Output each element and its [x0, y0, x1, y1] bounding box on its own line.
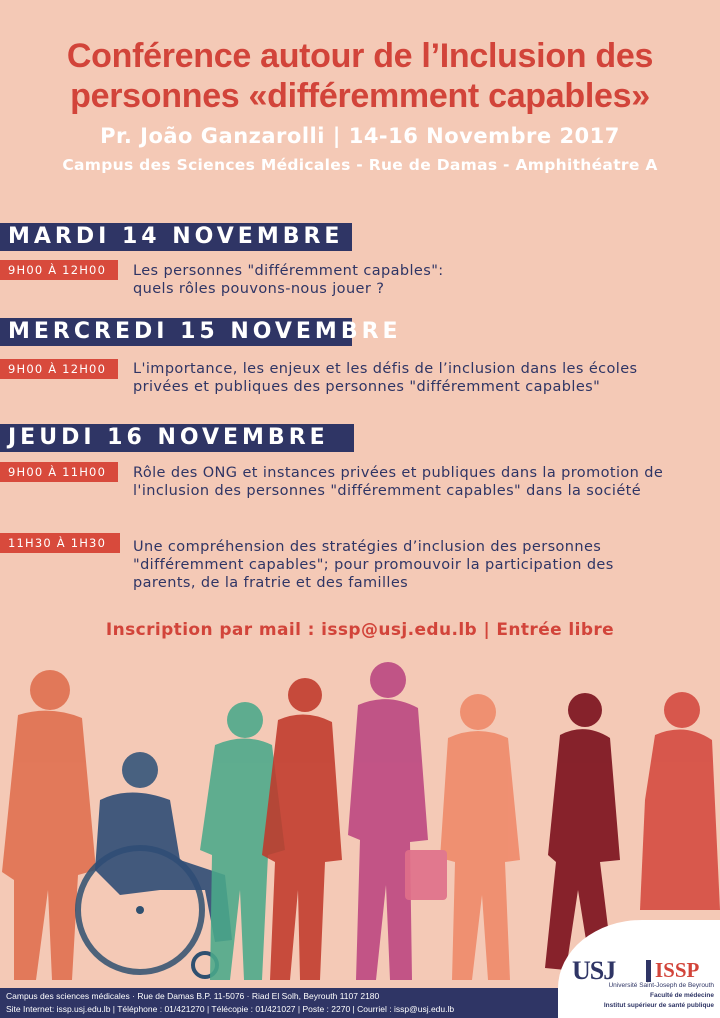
session-line: quels rôles pouvons-nous jouer ?	[133, 281, 385, 297]
person-silhouette	[262, 678, 342, 980]
time-badge: 9H00 À 12H00	[0, 260, 118, 280]
conference-title	[0, 36, 720, 116]
session-line: Les personnes "différemment capables":	[133, 263, 444, 279]
issp-logo-text: ISSP	[655, 958, 700, 982]
session-description	[133, 464, 663, 500]
venue: Campus des Sciences Médicales - Rue de Damas - Amphithéatre A	[62, 156, 658, 174]
person-silhouette	[640, 692, 720, 910]
time-badge: 11H30 À 1H30	[0, 533, 120, 553]
session-line: l'inclusion des personnes "différemment capables" dans la société	[133, 483, 642, 499]
session-line: L'importance, les enjeux et les défis de l’inclusion dans les écoles	[133, 361, 638, 377]
logo-divider	[646, 960, 651, 982]
session-description	[133, 262, 444, 298]
session-line: Rôle des ONG et instances privées et publiques dans la promotion de	[133, 465, 664, 481]
university-name: Université Saint-Joseph de Beyrouth	[608, 982, 714, 989]
title-line-2: personnes «différemment capables»	[70, 77, 650, 115]
day-header-wednesday: MERCREDI 15 NOVEMBRE	[0, 318, 352, 346]
footer-contacts: Site Internet: issp.usj.edu.lb | Téléphone : 01/421270 | Télécopie : 01/421027 | Poste : 2270 | Courriel : issp@usj.edu.lb	[6, 1004, 455, 1014]
session-description	[133, 538, 614, 592]
footer-address: Campus des sciences médicales · Rue de Damas B.P. 11-5076 · Riad El Solh, Beyrouth 1107 2180	[6, 991, 380, 1001]
person-silhouette	[348, 662, 428, 980]
session-line: Une compréhension des stratégies d’inclusion des personnes	[133, 539, 602, 555]
day-header-tuesday: MARDI 14 NOVEMBRE	[0, 223, 352, 251]
speaker-and-dates: Pr. João Ganzarolli | 14-16 Novembre 2017	[100, 124, 620, 148]
session-line: privées et publiques des personnes "différemment capables"	[133, 379, 601, 395]
session-description	[133, 360, 638, 396]
session-line: parents, de la fratrie et des familles	[133, 575, 409, 591]
session-line: "différemment capables"; pour promouvoir la participation des	[133, 557, 614, 573]
time-badge: 9H00 À 12H00	[0, 359, 118, 379]
wheelchair-user-silhouette	[78, 752, 232, 977]
institute-name: Institut supérieur de santé publique	[603, 1002, 714, 1009]
day-header-thursday: JEUDI 16 NOVEMBRE	[0, 424, 354, 452]
time-badge: 9H00 À 11H00	[0, 462, 118, 482]
registration-info: Inscription par mail : issp@usj.edu.lb | Entrée libre	[105, 620, 615, 640]
title-line-1: Conférence autour de l’Inclusion des	[66, 37, 654, 75]
faculty-name: Faculté de médecine	[650, 992, 714, 999]
usj-logo-text: USJ	[572, 956, 616, 985]
